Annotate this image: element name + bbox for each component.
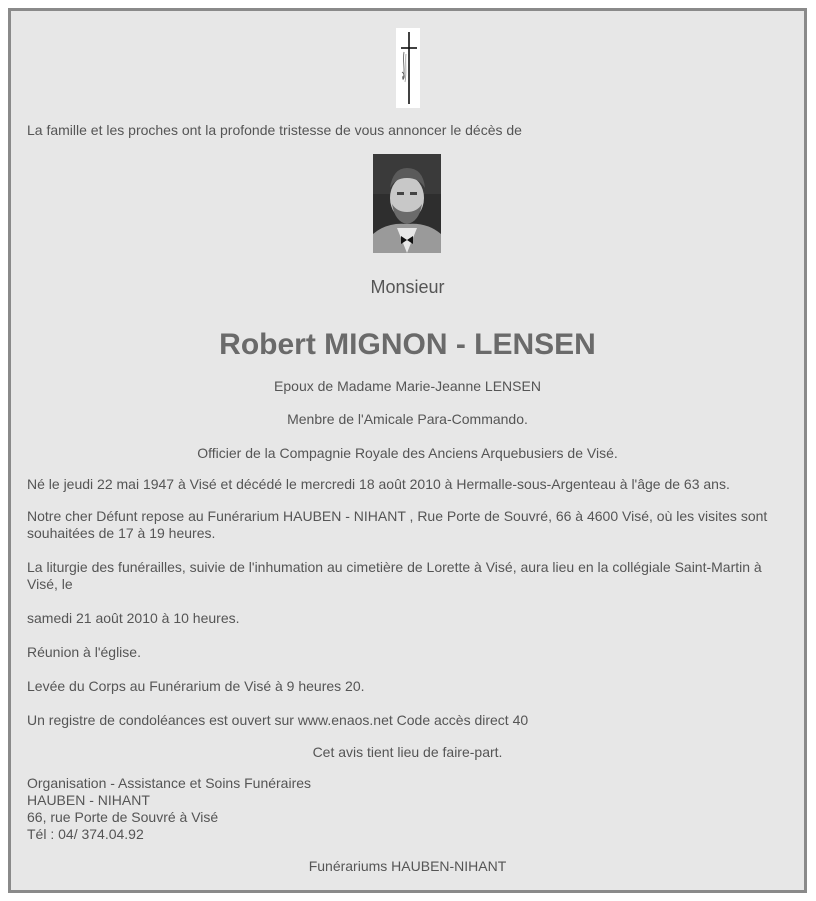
rest-paragraph: Notre cher Défunt repose au Funérarium HAUBEN - NIHANT , Rue Porte de Souvré, 66 à 4600 Visé, où les visites sont souhaitées de 17 à 19 heures. <box>27 508 768 541</box>
organisation-line: Organisation - Assistance et Soins Funéraires <box>27 775 312 791</box>
cross-emblem <box>396 28 420 108</box>
spouse-line: Epoux de Madame Marie-Jeanne LENSEN <box>274 378 541 394</box>
membership-line: Menbre de l'Amicale Para-Commando. <box>287 411 528 427</box>
officer-line: Officier de la Compagnie Royale des Anciens Arquebusiers de Visé. <box>197 445 618 461</box>
organisation-company: HAUBEN - NIHANT <box>27 792 150 808</box>
portrait-photo <box>373 154 441 253</box>
levee-line: Levée du Corps au Funérarium de Visé à 9 heures 20. <box>27 678 365 694</box>
portrait-image <box>373 154 441 253</box>
meeting-line: Réunion à l'église. <box>27 644 141 660</box>
organisation-address: 66, rue Porte de Souvré à Visé <box>27 809 219 825</box>
organisation-phone: Tél : 04/ 374.04.92 <box>27 826 144 842</box>
footer-brand: Funérariums HAUBEN-NIHANT <box>308 858 507 874</box>
faire-part-line: Cet avis tient lieu de faire-part. <box>312 744 503 760</box>
ceremony-date: samedi 21 août 2010 à 10 heures. <box>27 610 240 626</box>
register-line: Un registre de condoléances est ouvert sur www.enaos.net Code accès direct 40 <box>27 712 529 728</box>
deceased-name: Robert MIGNON - LENSEN <box>219 328 596 361</box>
intro-text: La famille et les proches ont la profonde tristesse de vous annoncer le décès de <box>27 122 522 138</box>
cross-icon <box>396 28 420 108</box>
obituary-card <box>8 8 807 893</box>
organisation-block <box>27 775 792 843</box>
civility-title: Monsieur <box>370 277 445 297</box>
liturgy-paragraph: La liturgie des funérailles, suivie de l'inhumation au cimetière de Lorette à Visé, aura lieu en la collégiale Saint-Martin à Visé, le <box>27 559 762 592</box>
birth-death-line: Né le jeudi 22 mai 1947 à Visé et décédé le mercredi 18 août 2010 à Hermalle-sous-Argenteau à l'âge de 63 ans. <box>27 476 730 492</box>
